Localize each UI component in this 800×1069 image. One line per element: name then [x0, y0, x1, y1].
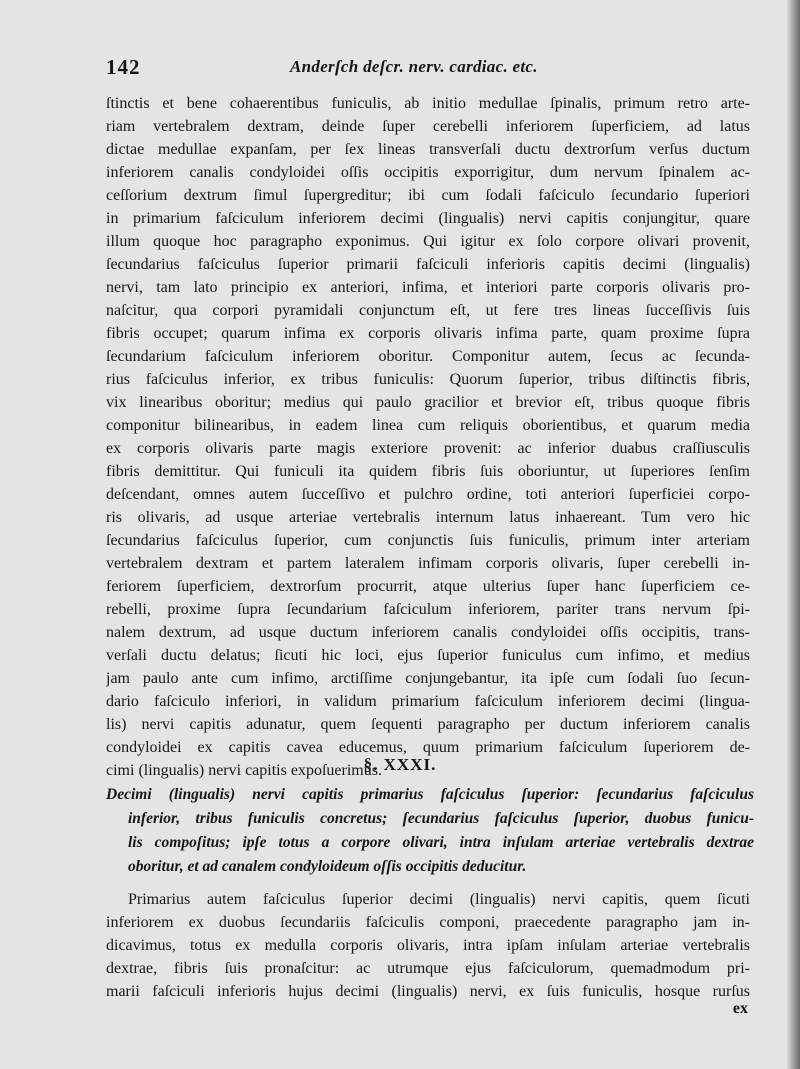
text-line: inferior, tribus funiculis concretus; ſecundarius faſciculus ſuperior, duobus funicu- [128, 810, 754, 827]
text-line: deſcendant, omnes autem ſucceſſivo et pulchro ordine, toti anteriori ſuperficiei corpo- [106, 486, 750, 503]
page-number: 142 [106, 55, 141, 79]
text-line: ſecundarius faſciculus ſuperior primarii faſciculi inferioris capitis decimi (lingualis) [106, 256, 750, 273]
text-line: jam paulo ante cum infimo, arctiſſime conjungebantur, ita ipſe cum ſodali ſuo ſecun- [106, 670, 750, 687]
text-line: naſcitur, qua corpori pyramidali conjunctum eſt, ut fere tres lineas ſucceſſivis ſuis [106, 302, 750, 319]
text-line: ceſſorium dextrum ſimul ſupergreditur; ibi cum ſodali faſciculo ſecundario ſuperiori [106, 187, 750, 204]
text-line: vix linearibus oboritur; medius qui paulo gracilior et brevior eſt, tribus quoque fibris [106, 394, 750, 411]
text-line: componitur bilinearibus, in eadem linea cum reliquis oborientibus, et quarum media [106, 417, 750, 434]
text-line: dextrae, fibris ſuis pronaſcitur: ac utrumque ejus faſciculorum, quemadmodum pri- [106, 960, 750, 977]
text-line: riam vertebralem dextram, deinde ſuper cerebelli inferiorem ſuperficiem, ad latus [106, 118, 750, 135]
text-line: feriorem ſuperficiem, dextrorſum procurrit, atque ulterius ſuper hanc ſuperficiem ce- [106, 578, 750, 595]
text-line: vertebralem dextram et partem lateralem infimam corporis olivaris, ſuper cerebelli in- [106, 555, 750, 572]
text-line: lis compoſitus; ipſe totus a corpore olivari, intra inſulam arteriae vertebralis dextrae [128, 834, 754, 851]
text-line: lis) nervi capitis adunatur, quem ſequenti paragrapho per ductum inferiorem canalis [106, 716, 750, 733]
catchword: ex [732, 1000, 748, 1017]
text-line: Primarius autem faſciculus ſuperior decimi (lingualis) nervi capitis, quem ſicuti [128, 891, 750, 908]
text-line: nervi, tam lato principio ex anteriori, infima, et interiori parte corporis olivaris pro- [106, 279, 750, 296]
text-line: oboritur, et ad canalem condyloideum oſſis occipitis deducitur. [128, 858, 527, 875]
text-line: nalem dextrum, ad usque ductum inferiorem canalis condyloidei oſſis occipitis, trans- [106, 624, 750, 641]
text-line: rebelli, proxime ſupra ſecundarium faſciculum inferiorem, pariter trans nervum ſpi- [106, 601, 750, 618]
text-line: inferiorem ex duobus ſecundariis faſciculis componi, praecedente paragrapho jam in- [106, 914, 750, 931]
text-line: Decimi (lingualis) nervi capitis primarius faſciculus ſuperior: ſecundarius faſciculus [106, 786, 754, 803]
running-head: Anderſch deſcr. nerv. cardiac. etc. [290, 57, 538, 76]
text-line: ſecundarium faſciculum inferiorem oboritur. Componitur autem, ſecus ac ſecunda- [106, 348, 750, 365]
paragraph-1 [106, 92, 750, 782]
paragraph-2 [106, 888, 750, 1003]
text-line: dario faſciculo inferiori, in validum primarium faſciculum inferiorem decimi (lingua- [106, 693, 750, 710]
text-line: dictae medullae expanſam, per ſex lineas transverſali ductu dextrorſum verſus ductum [106, 141, 750, 158]
text-line: inferiorem canalis condyloidei oſſis occipitis exporrigitur, dum nervum ſpinalem ac- [106, 164, 750, 181]
text-line: rius faſciculus inferior, ex tribus funiculis: Quorum ſuperior, tribus diſtinctis fibris, [106, 371, 750, 388]
text-line: ſecundarius faſciculus ſuperior, cum conjunctis ſuis funiculis, primum inter arteriam [106, 532, 750, 549]
text-line: ris olivaris, ad usque arteriae vertebralis internum latus inhaereant. Tum vero hic [106, 509, 750, 526]
text-line: fibris demittitur. Qui funiculi ita quidem fibris ſuis oboriuntur, ut ſuperiores ſenſim [106, 463, 750, 480]
text-line: fibris occupet; quarum infima ex corporis olivaris infima parte, quam proxime ſupra [106, 325, 750, 342]
text-line: marii faſciculi inferioris hujus decimi (lingualis) nervi, ex ſuis funiculis, hosque rurſus [106, 983, 750, 1000]
text-line: condyloidei ex capitis cavea educemus, quum primarium faſciculum ſuperiorem de- [106, 739, 750, 756]
text-line: ex corporis olivaris parte magis exteriore provenit: ac inferior duabus craſſiusculis [106, 440, 750, 457]
text-line: ſtinctis et bene cohaerentibus funiculis, ab initio medullae ſpinalis, primum retro arte- [106, 95, 750, 112]
text-line: dicavimus, totus ex medulla corporis olivaris, intra ipſam inſulam arteriae vertebralis [106, 937, 750, 954]
text-line: cimi (lingualis) nervi capitis expoſuerimus. [106, 762, 382, 779]
section-title: §. XXXI. [363, 755, 437, 774]
text-line: illum quoque hoc paragrapho exponimus. Qui igitur ex ſolo corpore olivari provenit, [106, 233, 750, 250]
text-line: in primarium faſciculum inferiorem decimi (lingualis) nervi capitis conjungitur, quare [106, 210, 750, 227]
text-line: verſali ductu delatus; ſicuti hic loci, ejus ſuperior funiculus cum infimo, et medius [106, 647, 750, 664]
section-summary [106, 783, 754, 879]
page-header [0, 55, 800, 83]
